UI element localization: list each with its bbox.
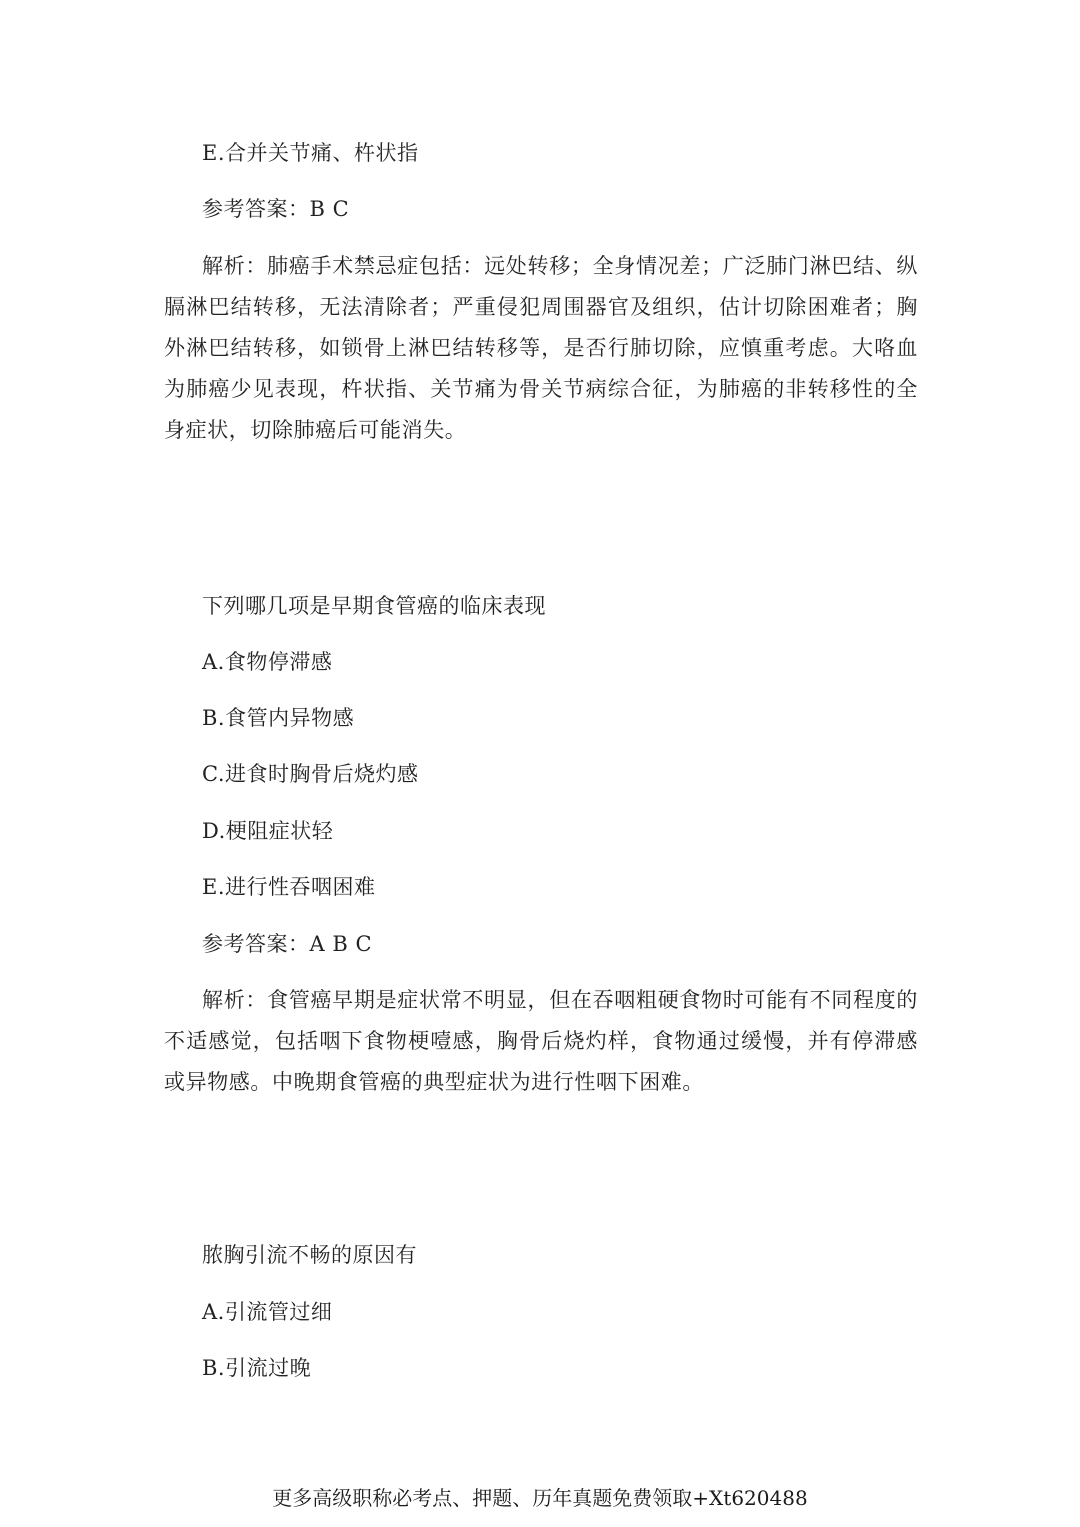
q1-analysis: 解析：肺癌手术禁忌症包括：远处转移；全身情况差；广泛肺门淋巴结、纵膈淋巴结转移，无法清除者；严重侵犯周围器官及组织，估计切除困难者；胸外淋巴结转移，如锁骨上淋巴结转移等，是否行肺切除，应慎重考虑。大咯血为肺癌少见表现，杵状指、关节痛为骨关节病综合征，为肺癌的非转移性的全身症状，切除肺癌后可能消失。: [164, 254, 918, 442]
q3-option-b: B.引流过晚: [202, 1356, 312, 1380]
q2-answer: 参考答案：A B C: [202, 932, 373, 956]
q1-option-e: E.合并关节痛、杵状指: [202, 141, 419, 165]
q2-option-e: E.进行性吞咽困难: [202, 875, 376, 899]
q2-question: 下列哪几项是早期食管癌的临床表现: [202, 594, 546, 618]
q3-option-a: A.引流管过细: [202, 1300, 333, 1324]
q2-option-d: D.梗阻症状轻: [202, 819, 334, 843]
q2-analysis: 解析：食管癌早期是症状常不明显，但在吞咽粗硬食物时可能有不同程度的不适感觉，包括咽下食物梗噎感，胸骨后烧灼样，食物通过缓慢，并有停滞感或异物感。中晚期食管癌的典型症状为进行性咽下困难。: [164, 988, 918, 1094]
q2-option-b: B.食管内异物感: [202, 706, 355, 730]
q2-option-a: A.食物停滞感: [202, 650, 333, 674]
promo-footer: 更多高级职称必考点、押题、历年真题免费领取+Xt620488: [272, 1486, 808, 1510]
q3-question: 脓胸引流不畅的原因有: [202, 1243, 417, 1267]
q1-answer: 参考答案：B C: [202, 197, 350, 221]
q2-option-c: C.进食时胸骨后烧灼感: [202, 762, 419, 786]
